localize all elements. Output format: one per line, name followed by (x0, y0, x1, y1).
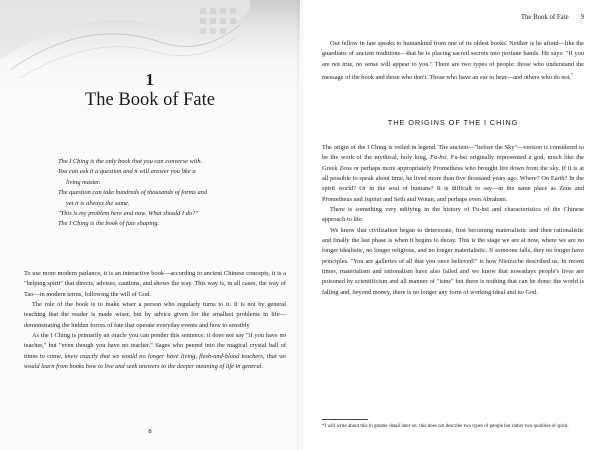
footnote-rule (322, 419, 368, 420)
page-number-left: 8 (148, 428, 152, 435)
left-body-text (24, 269, 286, 372)
footnote-marker: * (571, 72, 574, 78)
epigraph (58, 157, 268, 230)
epigraph-line: You can ask it a question and it will answer you like a (58, 168, 196, 176)
section-heading: THE ORIGINS OF THE I CHING (387, 118, 519, 127)
paragraph: The role of the book is to make wiser a person who regularly turns to it. It is not by general teaching that the reader is made wiser, but by advice given for the smallest problems in life—demonstrating the hidden forces of fate that operate everyday events and how to sensibly (24, 301, 286, 329)
paragraph: We know that civilization began to deteriorate, first becoming materialistic and then rationalistic and finally the last phase is when it begins to decay. This is the stage we are at now, where we are no longer idealistic, no longer religious, and no longer materialistic. If someone falls, they no longer have principles. "You are galleries of all that you once believed!" is how Nietzsche described us. In recent times, materialism and rationalism have also failed and we know that nowadays people's lives are poisoned by scientificism and all manner of "isms" but there is nothing that can be done: the world is falling and, beyond money, there is no longer any form of working ideal and no God. (322, 226, 584, 296)
epigraph-line: living master. (66, 178, 101, 186)
epigraph-line: The I Ching is the only book that you can converse with. (58, 158, 203, 165)
right-body-text (322, 143, 584, 298)
epigraph-line: The I Ching is the book of fate shaping. (58, 220, 160, 228)
chapter-number: 1 (145, 70, 155, 89)
paragraph: There is something very edifying in the history of Fu-hsi and characteristics of the Chinese approach to life. (322, 206, 584, 224)
right-body-text-top (322, 39, 584, 83)
paragraph: The origin of the I Ching is veiled in legend. The ancient—"before the Sky"—version is considered to be the work of the mythical, holy king, Fu-hsi. Fu-hsi originally represented a god, much like the Greek Zeus or perhaps more appropriately Prometheus who brought fire down from the sky. If it is at all possible to speak about time, he lived more than five thousand years ago. Where? On Earth? In the spirit world? Or in the soul of humans? It is difficult to say—in the same place as Zeus and Prometheus and Jupiter and Seth and Wotan, and perhaps even Abraham. (322, 144, 584, 203)
paragraph: To use more modern parlance, it is an interactive book—according to ancient Chinese concepts, it is a "helping spirit" that directs, advises, cautions, and shows the way. This way is, in all cases, the way of Tao—in modern terms, following the will of God. (24, 270, 286, 298)
epigraph-line: yet it is always the same. (66, 199, 130, 207)
epigraph-line: "This is my problem here and now. What should I do?" (58, 210, 198, 218)
footnote: *I will write about this in greater detail later on: this does not describe two types of people but rather two qualities of spirit. (322, 424, 569, 429)
paragraph: As the I Ching is primarily an oracle you can ponder this sentence: it does not say "if you have no teacher," but "even though you have no teacher." Sages who peered into the magical crystal ball of times to come, knew exactly that we would no longer have living, flesh-and-blood teachers, that we would learn from books how to live and seek answers to the deeper meaning of life in general. (24, 332, 286, 371)
running-head-title: The Book of Fate (520, 14, 569, 21)
page-number-right: 9 (580, 14, 584, 21)
running-head (322, 14, 584, 21)
chapter-title: The Book of Fate (85, 90, 215, 110)
paragraph: Our fellow in fate speaks to humankind from one of its oldest books. Neither is he afraid—like the guardians of ancient traditions—that he is placing sacred secrets into profane hands. He says: "If you are not true, no sense will appear to you." There are two types of people: those who understand the message of the book and those who don't. Those who have an ear to hear—and others who do not.* (322, 40, 584, 82)
epigraph-line: The question can take hundreds of thousands of forms and (58, 189, 208, 197)
